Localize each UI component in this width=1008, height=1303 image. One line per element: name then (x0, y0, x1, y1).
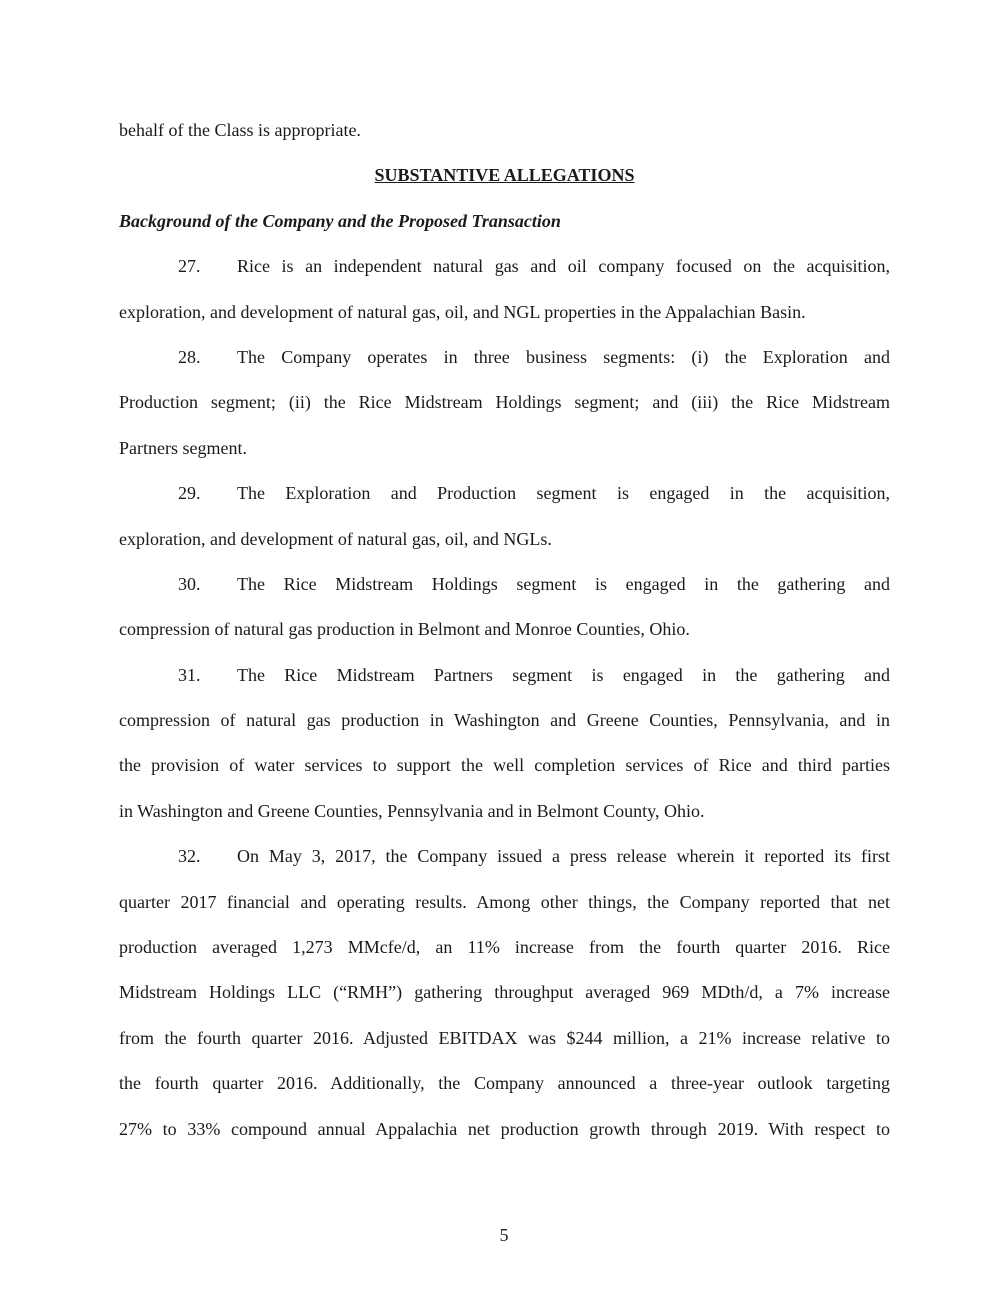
paragraph-28 (119, 335, 890, 471)
paragraph-number: 29. (178, 483, 201, 504)
paragraph-32 (119, 834, 890, 1152)
section-heading: SUBSTANTIVE ALLEGATIONS (374, 165, 635, 186)
subheading: Background of the Company and the Proposed Transaction (119, 210, 561, 231)
document-page (119, 108, 890, 1152)
paragraph-number: 28. (178, 346, 201, 367)
paragraph-text: On May 3, 2017, the Company issued a press release wherein it reported its first (237, 846, 890, 867)
paragraph-line: quarter 2017 financial and operating results. Among other things, the Company reported that net (119, 891, 890, 912)
paragraph-line (119, 562, 890, 607)
paragraph-line: compression of natural gas production in Washington and Greene Counties, Pennsylvania, and in (119, 710, 890, 731)
paragraph-line: exploration, and development of natural gas, oil, and NGLs. (119, 528, 552, 549)
paragraph-text: Rice is an independent natural gas and oil company focused on the acquisition, (237, 256, 890, 277)
paragraph-number: 27. (178, 256, 201, 277)
paragraph-line (119, 471, 890, 516)
paragraph-line: Partners segment. (119, 437, 247, 458)
paragraph-line: in Washington and Greene Counties, Pennsylvania and in Belmont County, Ohio. (119, 800, 705, 821)
paragraph-line: exploration, and development of natural gas, oil, and NGL properties in the Appalachian Basin. (119, 301, 806, 322)
paragraph-text: The Rice Midstream Holdings segment is engaged in the gathering and (237, 573, 890, 594)
page-number: 5 (499, 1225, 509, 1245)
paragraph-text: The Exploration and Production segment is engaged in the acquisition, (237, 483, 890, 504)
opening-line: behalf of the Class is appropriate. (119, 120, 361, 140)
paragraph-29 (119, 471, 890, 562)
paragraph-line: Production segment; (ii) the Rice Midstream Holdings segment; and (iii) the Rice Midstream (119, 392, 890, 413)
paragraph-line: 27% to 33% compound annual Appalachia net production growth through 2019. With respect to (119, 1118, 890, 1139)
paragraph-line (119, 834, 890, 879)
paragraph-line: Midstream Holdings LLC (“RMH”) gathering throughput averaged 969 MDth/d, a 7% increase (119, 982, 890, 1003)
paragraph-number: 31. (178, 664, 201, 685)
paragraph-text: The Company operates in three business segments: (i) the Exploration and (237, 346, 890, 367)
paragraph-line: compression of natural gas production in Belmont and Monroe Counties, Ohio. (119, 619, 690, 640)
paragraph-line (119, 244, 890, 289)
paragraph-27 (119, 244, 890, 335)
paragraph-number: 32. (178, 846, 201, 867)
paragraph-30 (119, 562, 890, 653)
paragraph-line (119, 653, 890, 698)
paragraph-text: The Rice Midstream Partners segment is engaged in the gathering and (237, 664, 890, 685)
paragraph-31 (119, 653, 890, 835)
paragraph-line: the fourth quarter 2016. Additionally, the Company announced a three-year outlook targeting (119, 1073, 890, 1094)
paragraph-line: the provision of water services to support the well completion services of Rice and third parties (119, 755, 890, 776)
paragraph-line: from the fourth quarter 2016. Adjusted EBITDAX was $244 million, a 21% increase relative to (119, 1027, 890, 1048)
paragraph-number: 30. (178, 573, 201, 594)
paragraph-line (119, 335, 890, 380)
paragraph-line: production averaged 1,273 MMcfe/d, an 11% increase from the fourth quarter 2016. Rice (119, 937, 890, 958)
